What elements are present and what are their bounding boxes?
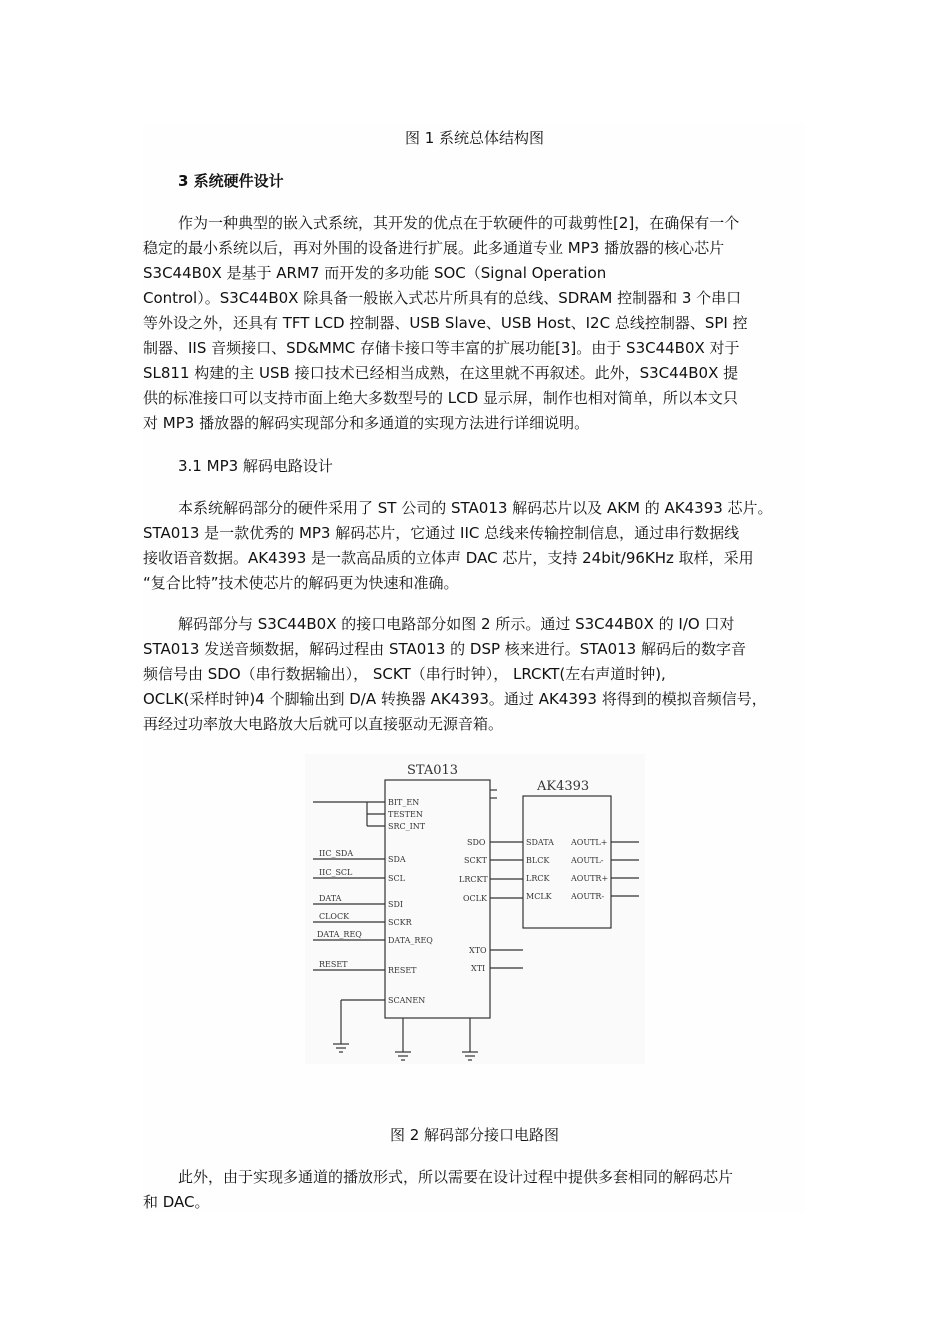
pin-label: MCLK bbox=[526, 892, 552, 901]
text-line: 接收语音数据。AK4393 是一款高品质的立体声 DAC 芯片，支持 24bit/96KHz 取样，采用 bbox=[143, 549, 754, 567]
text-line: STA013 是一款优秀的 MP3 解码芯片，它通过 IIC 总线来传输控制信息，通过串行数据线 bbox=[143, 524, 740, 542]
section3-heading: 3 系统硬件设计 bbox=[178, 172, 284, 190]
signal-label: DATA_REQ bbox=[317, 930, 362, 939]
paragraph-3 bbox=[143, 612, 806, 737]
text-line: 供的标准接口可以支持市面上绝大多数型号的 LCD 显示屏，制作也相对简单，所以本文只 bbox=[143, 389, 738, 407]
text-line: 作为一种典型的嵌入式系统，其开发的优点在于软硬件的可裁剪性[2]，在确保有一个 bbox=[178, 214, 740, 232]
pin-label: AOUTL- bbox=[571, 856, 604, 865]
pin-label: SCKR bbox=[388, 918, 412, 927]
pin-label: XTI bbox=[471, 964, 486, 973]
signal-label: CLOCK bbox=[319, 912, 350, 921]
section31-heading: 3.1 MP3 解码电路设计 bbox=[178, 457, 333, 475]
pin-label: RESET bbox=[388, 966, 417, 975]
pin-label: SDO bbox=[467, 838, 486, 847]
signal-label: IIC_SCL bbox=[319, 868, 353, 877]
pin-label: SCANEN bbox=[388, 996, 426, 1005]
text-line: Control）。S3C44B0X 除具备一般嵌入式芯片所具有的总线、SDRAM 控制器和 3 个串口 bbox=[143, 289, 742, 307]
text-line: “复合比特”技术使芯片的解码更为快速和准确。 bbox=[143, 574, 459, 592]
sta013-title: STA013 bbox=[407, 763, 459, 778]
pin-label: XTO bbox=[469, 946, 487, 955]
pin-label: AOUTL+ bbox=[571, 838, 608, 847]
text-line: 频信号由 SDO（串行数据输出）， SCKT（串行时钟）， LRCKT(左右声道时钟), bbox=[143, 665, 666, 683]
text-line: OCLK(采样时钟)4 个脚输出到 D/A 转换器 AK4393。通过 AK4393 将得到的模拟音频信号， bbox=[143, 690, 767, 708]
text-line: 稳定的最小系统以后，再对外围的设备进行扩展。此多通道专业 MP3 播放器的核心芯片 bbox=[143, 239, 725, 257]
ak4393-title: AK4393 bbox=[537, 779, 590, 794]
pin-label: SDATA bbox=[526, 838, 554, 847]
pin-label: DATA_REQ bbox=[388, 936, 433, 945]
pin-label: BIT_EN bbox=[388, 798, 420, 807]
pin-label: OCLK bbox=[463, 894, 487, 903]
pin-label: AOUTR+ bbox=[571, 874, 609, 883]
signal-label: IIC_SDA bbox=[319, 849, 354, 858]
text-line: 此外，由于实现多通道的播放形式，所以需要在设计过程中提供多套相同的解码芯片 bbox=[178, 1168, 734, 1186]
text-line: STA013 发送音频数据，解码过程由 STA013 的 DSP 核来进行。STA013 解码后的数字音 bbox=[143, 640, 746, 658]
text-line: 和 DAC。 bbox=[143, 1193, 210, 1211]
text-line: S3C44B0X 是基于 ARM7 而开发的多功能 SOC（Signal Operation bbox=[143, 264, 607, 282]
text-line: 本系统解码部分的硬件采用了 ST 公司的 STA013 解码芯片以及 AKM 的 AK4393 芯片。 bbox=[178, 499, 773, 517]
circuit-diagram bbox=[305, 754, 645, 1064]
text-line: 对 MP3 播放器的解码实现部分和多通道的实现方法进行详细说明。 bbox=[143, 414, 590, 432]
text-line: 制器、IIS 音频接口、SD&MMC 存储卡接口等丰富的扩展功能[3]。由于 S3C44B0X 对于 bbox=[143, 339, 740, 357]
pin-label: LRCKT bbox=[459, 875, 488, 884]
circuit-svg bbox=[305, 754, 645, 1064]
pin-label: SCL bbox=[388, 874, 405, 883]
text-line: 等外设之外，还具有 TFT LCD 控制器、USB Slave、USB Host、I2C 总线控制器、SPI 控 bbox=[143, 314, 748, 332]
paragraph-2 bbox=[143, 496, 806, 596]
pin-label: AOUTR- bbox=[571, 892, 605, 901]
pin-label: SDA bbox=[388, 855, 406, 864]
signal-label: RESET bbox=[319, 960, 348, 969]
text-line: SL811 构建的主 USB 接口技术已经相当成熟，在这里就不再叙述。此外，S3C44B0X 提 bbox=[143, 364, 739, 382]
pin-label: SCKT bbox=[464, 856, 487, 865]
pin-label: SRC_INT bbox=[388, 822, 426, 831]
figure2-caption: 图 2 解码部分接口电路图 bbox=[389, 1126, 560, 1144]
pin-label: LRCK bbox=[526, 874, 550, 883]
paragraph-1 bbox=[143, 211, 806, 436]
pin-label: BLCK bbox=[526, 856, 550, 865]
text-line: 再经过功率放大电路放大后就可以直接驱动无源音箱。 bbox=[143, 715, 504, 733]
figure1-caption: 图 1 系统总体结构图 bbox=[404, 129, 545, 147]
pin-label: TESTEN bbox=[388, 810, 423, 819]
signal-label: DATA bbox=[319, 894, 342, 903]
text-line: 解码部分与 S3C44B0X 的接口电路部分如图 2 所示。通过 S3C44B0X 的 I/O 口对 bbox=[178, 615, 735, 633]
paragraph-4 bbox=[143, 1165, 806, 1215]
pin-label: SDI bbox=[388, 900, 404, 909]
